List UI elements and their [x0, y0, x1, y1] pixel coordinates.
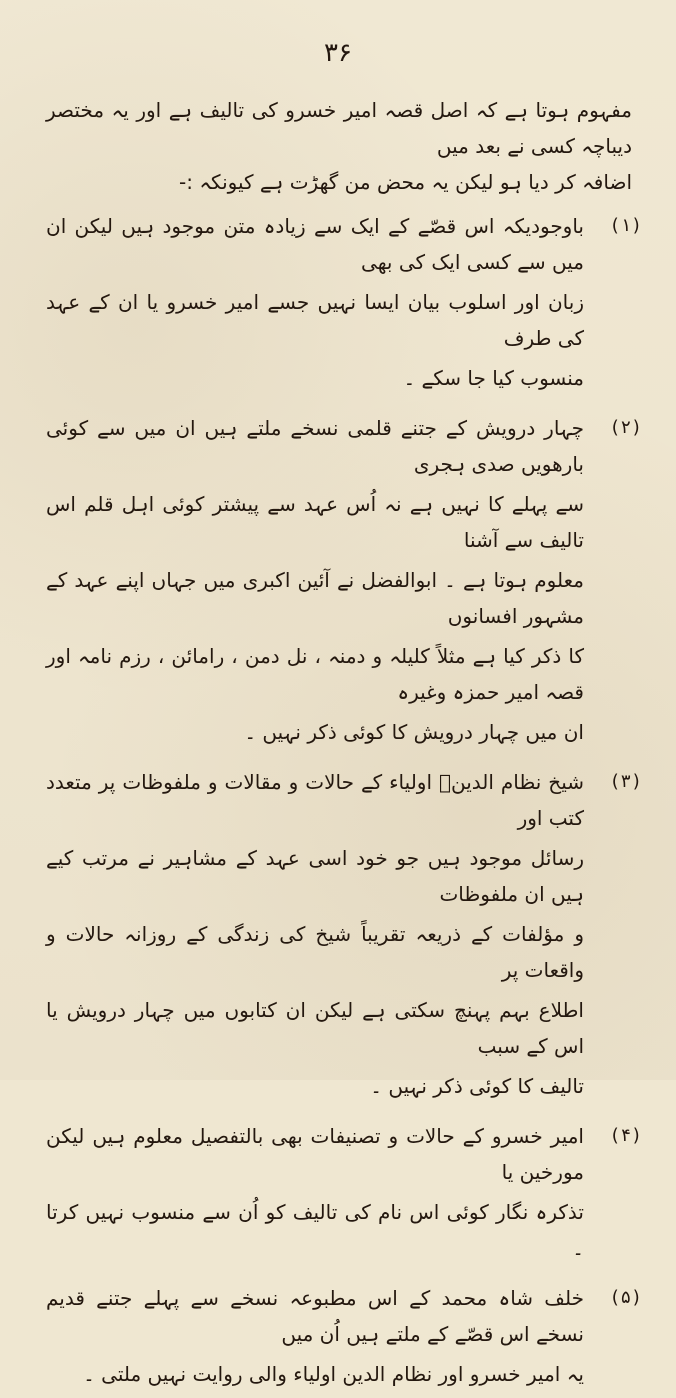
item-line: معلوم ہوتا ہے ۔ ابوالفضل نے آئین اکبری میں جہاں اپنے عہد کے مشہور افسانوں	[46, 568, 584, 628]
item-line: شیخ نظام الدینؒ اولیاء کے حالات و مقالات و ملفوظات پر متعدد کتب اور	[46, 770, 584, 830]
item-line: و مؤلفات کے ذریعہ تقریباً شیخ کی زندگی کے روزانہ حالات و واقعات پر	[46, 922, 584, 982]
item-line: زبان اور اسلوب بیان ایسا نہیں جسے امیر خسرو یا ان کے عہد کی طرف	[46, 290, 584, 350]
numbered-item-3	[46, 764, 640, 1104]
item-line: امیر خسرو کے حالات و تصنیفات بھی بالتفصیل معلوم ہیں لیکن مورخین یا	[46, 1124, 584, 1184]
numbered-item-2	[46, 410, 640, 750]
item-line: کا ذکر کیا ہے مثلاً کلیلہ و دمنہ ، نل دمن ، رامائن ، رزم نامہ اور قصہ امیر حمزہ وغیرہ	[46, 644, 584, 704]
item-text	[46, 1118, 584, 1266]
item-line: سے پہلے کا نہیں ہے نہ اُس عہد سے پیشتر کوئی اہل قلم اس تالیف سے آشنا	[46, 492, 584, 552]
item-line: باوجودیکہ اس قصّے کے ایک سے زیادہ متن موجود ہیں لیکن ان میں سے کسی ایک کی بھی	[46, 214, 584, 274]
item-line: تذکرہ نگار کوئی اس نام کی تالیف کو اُن سے منسوب نہیں کرتا ۔	[46, 1200, 584, 1260]
item-text	[46, 1280, 584, 1392]
numbered-item-4	[46, 1118, 640, 1266]
item-number: (۵)	[609, 1287, 642, 1308]
item-line: رسائل موجود ہیں جو خود اسی عہد کے مشاہیر نے مرتب کیے ہیں ان ملفوظات	[46, 846, 584, 906]
item-line: خلف شاہ محمد کے اس مطبوعہ نسخے سے پہلے جتنے قدیم نسخے اس قصّے کے ملتے ہیں اُن میں	[46, 1286, 584, 1346]
item-text	[46, 208, 584, 396]
item-line: یہ امیر خسرو اور نظام الدین اولیاء والی روایت نہیں ملتی ۔	[83, 1362, 584, 1386]
item-text	[46, 764, 584, 1104]
item-line: تالیف کا کوئی ذکر نہیں ۔	[370, 1074, 584, 1098]
item-line: ان میں چہار درویش کا کوئی ذکر نہیں ۔	[244, 720, 584, 744]
item-number: (۲)	[609, 417, 642, 438]
intro-paragraph	[46, 92, 640, 200]
item-line: اطلاع بہم پہنچ سکتی ہے لیکن ان کتابوں میں چہار درویش یا اس کے سبب	[46, 998, 584, 1058]
item-number: (۴)	[609, 1125, 642, 1146]
intro-line: مفہوم ہوتا ہے کہ اصل قصہ امیر خسرو کی تالیف ہے اور یہ مختصر دیباچہ کسی نے بعد میں	[46, 98, 632, 158]
item-number: (۳)	[609, 771, 642, 792]
item-text	[46, 410, 584, 750]
page-number: ۳۶	[324, 38, 352, 68]
numbered-item-5	[46, 1280, 640, 1392]
item-line: منسوب کیا جا سکے ۔	[403, 366, 584, 390]
item-number: (۱)	[609, 215, 642, 236]
item-line: چہار درویش کے جتنے قلمی نسخے ملتے ہیں ان میں سے کوئی بارھویں صدی ہجری	[46, 416, 584, 476]
intro-line: اضافہ کر دیا ہو لیکن یہ محض من گھڑت ہے کیونکہ :-	[179, 170, 632, 194]
page-content	[46, 92, 640, 1398]
numbered-item-1	[46, 208, 640, 396]
